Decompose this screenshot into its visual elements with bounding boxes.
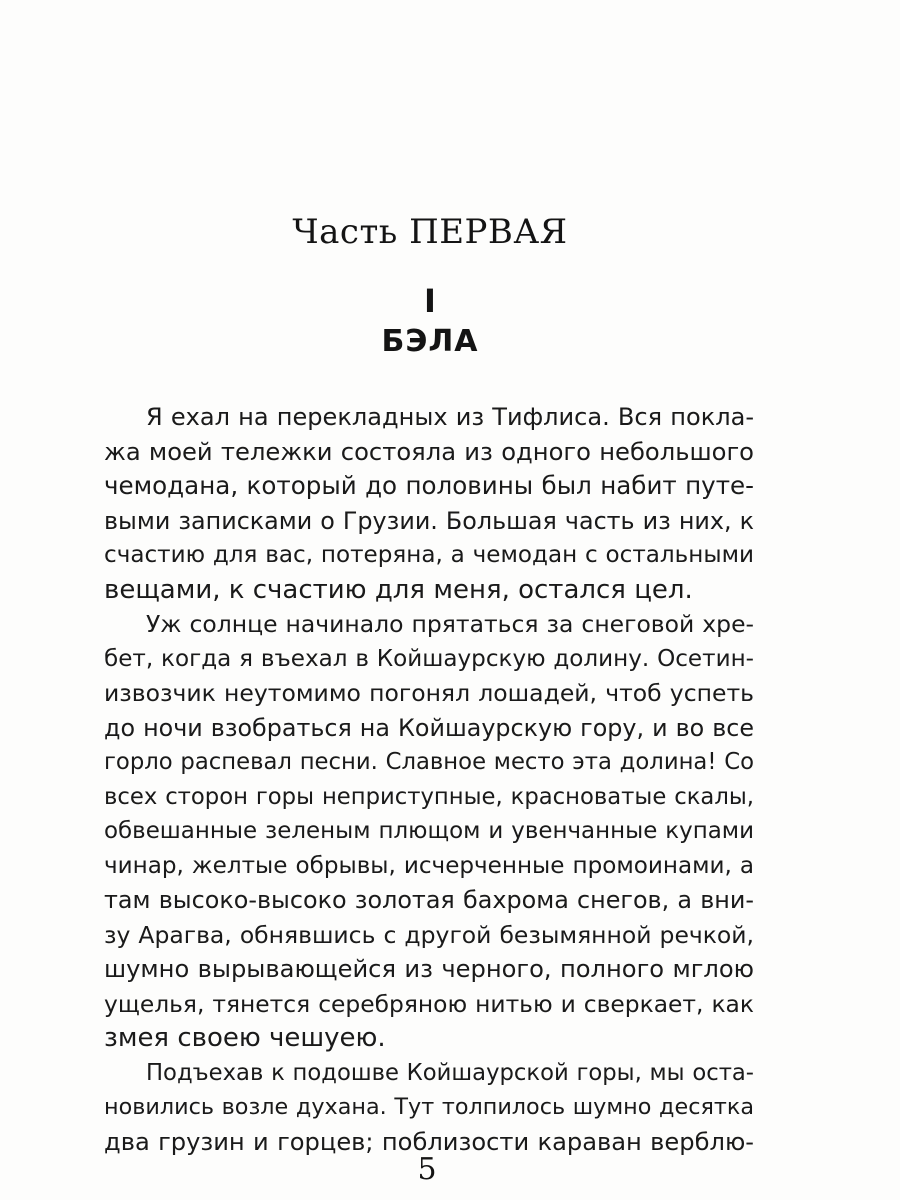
text-line: до ночи взобраться на Койшаурскую гору, и во все: [104, 713, 754, 742]
chapter-title: БЭЛА: [381, 324, 479, 359]
text-line: Уж солнце начинало прятаться за снеговой хре-: [146, 610, 754, 638]
paragraph: [104, 400, 754, 607]
text-line: Я ехал на перекладных из Тифлиса. Вся покла-: [146, 403, 754, 431]
page-number: 5: [417, 1152, 437, 1187]
part-title: Часть ПЕРВАЯ: [292, 212, 568, 252]
text-line: жа моей тележки состояла из одного небольшого: [104, 437, 754, 466]
text-line: зу Арагва, обнявшись с другой безымянной речкой,: [104, 920, 754, 949]
text-line: выми записками о Грузии. Большая часть из них, к: [104, 506, 754, 535]
text-line: чемодана, который до половины был набит путе-: [104, 471, 754, 500]
text-line: Подъехав к подошве Койшаурской горы, мы оста-: [146, 1059, 754, 1086]
paragraph: [104, 1056, 754, 1160]
text-line: чинар, желтые обрывы, исчерченные промоинами, а: [104, 852, 754, 879]
text-line: шумно вырывающейся из черного, полного мглою: [104, 955, 754, 983]
paragraph: [104, 607, 754, 1056]
text-line: змея своею чешуею.: [104, 1023, 386, 1053]
text-line: новились возле духана. Тут толпилось шумно десятка: [104, 1094, 754, 1120]
body-text: [104, 400, 754, 1159]
text-line: два грузин и горцев; поблизости караван верблю-: [104, 1127, 754, 1156]
text-line: горло распевал песни. Славное место эта долина! Со: [104, 749, 754, 775]
text-line: всех сторон горы неприступные, красноватые скалы,: [104, 783, 754, 810]
text-line: там высоко-высоко золотая бахрома снегов, а вни-: [104, 886, 754, 914]
text-line: вещами, к счастию для меня, остался цел.: [104, 574, 693, 605]
text-line: извозчик неутомимо погонял лошадей, чтоб успеть: [104, 679, 754, 707]
text-line: обвешанные зеленым плющом и увенчанные купами: [104, 818, 754, 844]
text-line: ущелья, тянется серебряною нитью и сверкает, как: [104, 989, 754, 1018]
text-line: счастию для вас, потеряна, а чемодан с остальными: [104, 542, 754, 568]
text-line: бет, когда я въехал в Койшаурскую долину. Осетин-: [104, 645, 754, 672]
chapter-number: I: [424, 282, 436, 320]
